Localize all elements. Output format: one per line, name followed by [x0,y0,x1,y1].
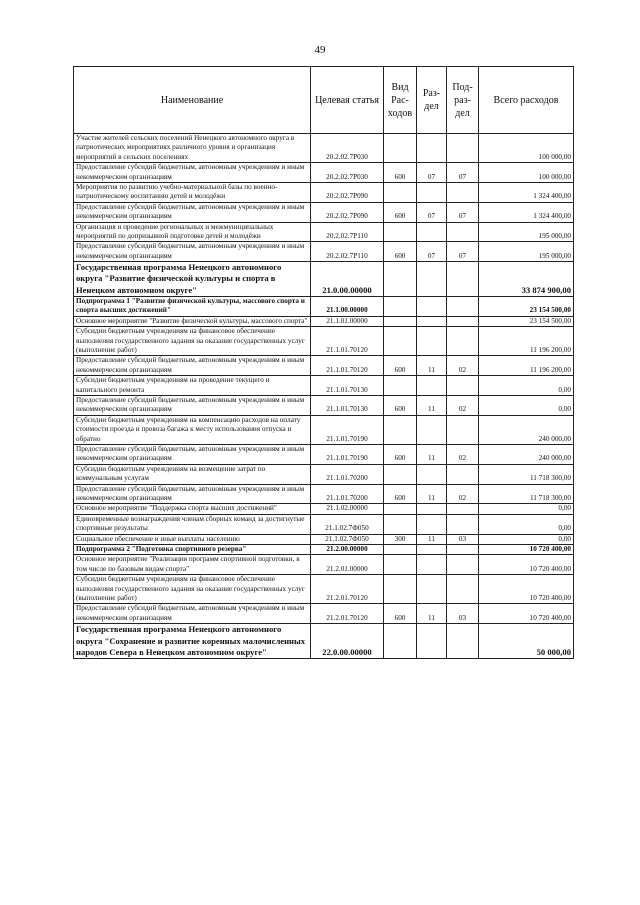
table-row [74,395,574,415]
row-expense-type [384,514,417,534]
row-amount: 11 718 300,00 [479,484,574,504]
row-name: Государственная программа Ненецкого автономного округа "Сохранение и развитие коренных малочисленных народов Севера в Ненецком автономном округе" [74,624,311,659]
row-name: Подпрограмма 2 "Подготовка спортивного резерва" [74,545,311,555]
row-target-code: 20.2.02.7Р110 [311,222,384,242]
row-expense-type [384,327,417,356]
table-header-row [74,67,574,134]
row-amount: 195 000,00 [479,242,574,262]
row-name: Субсидии бюджетным учреждениям на компенсацию расходов на оплату стоимости проезда и провоза багажа к месту использования отпуска и обратно [74,415,311,444]
row-expense-type [384,183,417,203]
row-target-code: 21.2.01.70120 [311,604,384,624]
row-section: 11 [417,356,447,376]
row-expense-type: 600 [384,163,417,183]
row-subsection [447,415,479,444]
row-amount: 240 000,00 [479,415,574,444]
row-subsection: 02 [447,444,479,464]
row-target-code: 21.1.01.70190 [311,444,384,464]
row-amount: 23 154 500,00 [479,316,574,326]
row-amount: 11 718 300,00 [479,464,574,484]
row-subsection: 02 [447,356,479,376]
row-section [417,575,447,604]
row-section [417,262,447,297]
row-expense-type [384,464,417,484]
row-subsection [447,514,479,534]
row-name: Единовременные вознаграждения членам сборных команд за достигнутые спортивные результаты [74,514,311,534]
row-target-code: 22.0.00.00000 [311,624,384,659]
row-section [417,222,447,242]
header-total-expenses: Всего расходов [479,67,574,134]
row-expense-type [384,575,417,604]
row-subsection [447,624,479,659]
row-subsection [447,545,479,555]
row-section [417,376,447,396]
row-subsection [447,504,479,514]
row-subsection [447,183,479,203]
row-section: 11 [417,484,447,504]
row-amount: 0,00 [479,376,574,396]
row-amount: 10 720 400,00 [479,555,574,575]
row-name: Субсидии бюджетным учреждениям на возмещение затрат по коммунальным услугам [74,464,311,484]
table-row [74,134,574,163]
row-target-code: 21.1.01.00000 [311,316,384,326]
row-expense-type [384,376,417,396]
row-expense-type [384,555,417,575]
row-name: Организация и проведение региональных и межмуниципальных мероприятий по допризывной подготовке детей и молодёжи [74,222,311,242]
row-target-code: 20.2.02.7Р090 [311,183,384,203]
row-name: Основное мероприятие "Поддержка спорта высших достижений" [74,504,311,514]
row-amount: 100 000,00 [479,163,574,183]
row-amount: 10 720 400,00 [479,604,574,624]
table-row [74,183,574,203]
row-subsection: 03 [447,604,479,624]
table-row [74,202,574,222]
row-subsection [447,376,479,396]
table-row [74,376,574,396]
row-target-code: 21.1.01.70190 [311,415,384,444]
row-expense-type [384,222,417,242]
row-amount: 0,00 [479,504,574,514]
row-subsection: 07 [447,202,479,222]
table-row [74,262,574,297]
row-target-code: 21.1.02.7Ф050 [311,514,384,534]
row-name: Подпрограмма 1 "Развитие физической культуры, массового спорта и спорта высших достижений" [74,296,311,316]
row-target-code: 21.0.00.00000 [311,262,384,297]
row-target-code: 21.1.01.70200 [311,464,384,484]
row-name: Предоставление субсидий бюджетным, автономным учреждениям и иным некоммерческим организациям [74,202,311,222]
row-section [417,624,447,659]
row-expense-type: 300 [384,534,417,544]
row-section: 07 [417,242,447,262]
row-subsection: 03 [447,534,479,544]
row-name: Предоставление субсидий бюджетным, автономным учреждениям и иным некоммерческим организациям [74,356,311,376]
row-target-code: 21.1.00.00000 [311,296,384,316]
row-section: 11 [417,604,447,624]
table-row [74,222,574,242]
row-subsection [447,464,479,484]
row-name: Мероприятия по развитию учебно-материальной базы по военно-патриотическому воспитанию детей и молодёжи [74,183,311,203]
row-expense-type [384,545,417,555]
row-name: Субсидии бюджетным учреждениям на проведение текущего и капитального ремонта [74,376,311,396]
row-target-code: 21.2.00.00000 [311,545,384,555]
table-row [74,545,574,555]
table-row [74,163,574,183]
table-row [74,316,574,326]
row-section: 11 [417,444,447,464]
table-row [74,444,574,464]
row-name: Предоставление субсидий бюджетным, автономным учреждениям и иным некоммерческим организациям [74,395,311,415]
row-name: Субсидии бюджетным учреждениям на финансовое обеспечение выполнения государственного задания на оказание государственных услуг (выполнение работ) [74,327,311,356]
row-amount: 0,00 [479,395,574,415]
row-section: 07 [417,163,447,183]
table-row [74,604,574,624]
row-name: Основное мероприятие "Реализация программ спортивной подготовки, в том числе по базовым видам спорта" [74,555,311,575]
row-section [417,296,447,316]
row-target-code: 21.1.01.70120 [311,327,384,356]
row-amount: 0,00 [479,514,574,534]
row-subsection: 07 [447,163,479,183]
row-target-code: 21.2.01.00000 [311,555,384,575]
row-expense-type [384,504,417,514]
header-target-code: Целевая статья [311,67,384,134]
row-expense-type [384,624,417,659]
row-amount: 10 720 400,00 [479,545,574,555]
row-name: Субсидии бюджетным учреждениям на финансовое обеспечение выполнения государственного задания на оказание государственных услуг (выполнение работ) [74,575,311,604]
row-section [417,464,447,484]
row-target-code: 21.1.01.70200 [311,484,384,504]
row-name: Социальное обеспечение и иные выплаты населению [74,534,311,544]
row-section [417,415,447,444]
row-target-code: 20.2.02.7Р110 [311,242,384,262]
row-target-code: 21.1.01.70120 [311,356,384,376]
row-section: 11 [417,395,447,415]
row-section [417,545,447,555]
header-subsection: Под- раз- дел [447,67,479,134]
row-expense-type [384,415,417,444]
row-amount: 240 000,00 [479,444,574,464]
row-subsection [447,296,479,316]
header-name: Наименование [74,67,311,134]
row-target-code: 21.1.01.70130 [311,376,384,396]
row-expense-type: 600 [384,484,417,504]
row-amount: 100 000,00 [479,134,574,163]
row-expense-type: 600 [384,604,417,624]
row-target-code: 21.1.02.7Ф050 [311,534,384,544]
row-expense-type: 600 [384,356,417,376]
row-section [417,134,447,163]
row-amount: 1 324 400,00 [479,202,574,222]
row-target-code: 20.2.02.7Р090 [311,202,384,222]
table-row [74,514,574,534]
row-subsection [447,575,479,604]
row-name: Предоставление субсидий бюджетным, автономным учреждениям и иным некоммерческим организациям [74,604,311,624]
row-name: Предоставление субсидий бюджетным, автономным учреждениям и иным некоммерческим организациям [74,444,311,464]
row-subsection [447,222,479,242]
row-section: 11 [417,534,447,544]
row-expense-type [384,134,417,163]
row-subsection: 07 [447,242,479,262]
header-section: Раз- дел [417,67,447,134]
row-section [417,555,447,575]
row-section [417,316,447,326]
row-amount: 23 154 500,00 [479,296,574,316]
row-expense-type: 600 [384,395,417,415]
row-expense-type [384,262,417,297]
row-subsection [447,316,479,326]
row-section [417,514,447,534]
row-subsection: 02 [447,484,479,504]
row-amount: 50 000,00 [479,624,574,659]
row-name: Участие жителей сельских поселений Ненецкого автономного округа в патриотических мероприятиях различного уровня и организация мероприятий в сельских поселениях [74,134,311,163]
table-row [74,296,574,316]
row-name: Предоставление субсидий бюджетным, автономным учреждениям и иным некоммерческим организациям [74,242,311,262]
row-subsection: 02 [447,395,479,415]
row-target-code: 21.1.02.00000 [311,504,384,514]
row-target-code: 20.2.02.7Р030 [311,163,384,183]
row-subsection [447,262,479,297]
row-target-code: 21.2.01.70120 [311,575,384,604]
table-row [74,242,574,262]
row-name: Предоставление субсидий бюджетным, автономным учреждениям и иным некоммерческим организациям [74,484,311,504]
row-subsection [447,134,479,163]
page-number: 49 [314,44,326,56]
row-name: Предоставление субсидий бюджетным, автономным учреждениям и иным некоммерческим организациям [74,163,311,183]
row-amount: 11 196 200,00 [479,356,574,376]
header-expense-type: Вид Рас- ходов [384,67,417,134]
row-subsection [447,555,479,575]
row-expense-type: 600 [384,242,417,262]
row-amount: 195 000,00 [479,222,574,242]
table-row [74,624,574,659]
table-row [74,464,574,484]
row-amount: 11 196 200,00 [479,327,574,356]
table-row [74,555,574,575]
row-expense-type [384,316,417,326]
table-body [74,134,574,659]
row-section [417,504,447,514]
table-row [74,484,574,504]
row-amount: 33 874 900,00 [479,262,574,297]
row-name: Государственная программа Ненецкого автономного округа "Развитие физической культуры и спорта в Ненецком автономном округе" [74,262,311,297]
row-name: Основное мероприятие "Развитие физической культуры, массового спорта" [74,316,311,326]
table-row [74,504,574,514]
row-section [417,183,447,203]
budget-table [73,66,574,659]
row-target-code: 21.1.01.70130 [311,395,384,415]
row-section: 07 [417,202,447,222]
table-row [74,356,574,376]
table-row [74,415,574,444]
row-expense-type [384,296,417,316]
row-expense-type: 600 [384,202,417,222]
row-target-code: 20.2.02.7Р030 [311,134,384,163]
row-amount: 10 720 400,00 [479,575,574,604]
table-row [74,327,574,356]
table-row [74,534,574,544]
row-amount: 0,00 [479,534,574,544]
row-section [417,327,447,356]
row-subsection [447,327,479,356]
table-row [74,575,574,604]
row-amount: 1 324 400,00 [479,183,574,203]
row-expense-type: 600 [384,444,417,464]
